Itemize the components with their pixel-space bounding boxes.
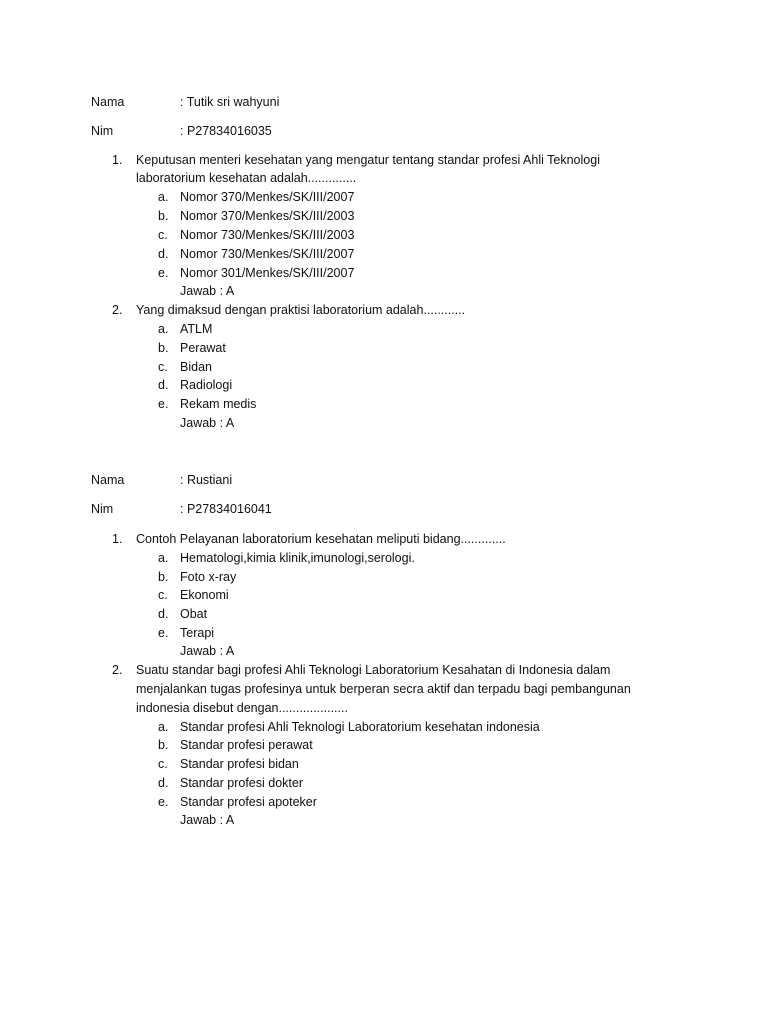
option-letter: d. [158, 378, 169, 392]
question-number: 1. [112, 532, 123, 546]
question-number: 2. [112, 663, 123, 677]
option-letter: c. [158, 360, 168, 374]
option-text: Nomor 730/Menkes/SK/III/2003 [180, 228, 355, 242]
name-value: : Tutik sri wahyuni [180, 95, 280, 109]
option-text: Standar profesi bidan [180, 757, 299, 771]
answer-text: Jawab : A [180, 284, 235, 298]
question-text: Contoh Pelayanan laboratorium kesehatan meliputi bidang............. [136, 532, 506, 546]
option-text: Bidan [180, 360, 212, 374]
option-letter: e. [158, 397, 169, 411]
option-text: Ekonomi [180, 588, 229, 602]
option-letter: b. [158, 341, 169, 355]
option-letter: a. [158, 190, 169, 204]
option-letter: d. [158, 776, 169, 790]
option-text: Standar profesi apoteker [180, 795, 317, 809]
option-text: Obat [180, 607, 208, 621]
question-text: menjalankan tugas profesinya untuk berperan secra aktif dan terpadu bagi pembangunan [136, 682, 631, 696]
option-letter: a. [158, 551, 169, 565]
option-letter: b. [158, 570, 169, 584]
answer-text: Jawab : A [180, 813, 235, 827]
nim-value: : P27834016035 [180, 124, 272, 138]
option-letter: b. [158, 209, 169, 223]
nim-label: Nim [91, 124, 114, 138]
option-text: Nomor 370/Menkes/SK/III/2007 [180, 190, 355, 204]
question-text: Keputusan menteri kesehatan yang mengatur tentang standar profesi Ahli Teknologi [136, 153, 600, 167]
name-value: : Rustiani [180, 473, 233, 487]
option-text: Nomor 370/Menkes/SK/III/2003 [180, 209, 355, 223]
option-letter: a. [158, 322, 169, 336]
option-letter: a. [158, 720, 169, 734]
option-text: Standar profesi dokter [180, 776, 303, 790]
option-letter: e. [158, 266, 169, 280]
option-letter: d. [158, 247, 169, 261]
answer-text: Jawab : A [180, 416, 235, 430]
option-letter: d. [158, 607, 169, 621]
option-letter: e. [158, 626, 169, 640]
option-text: Perawat [180, 341, 226, 355]
question-text: indonesia disebut dengan.................... [136, 701, 348, 715]
option-text: Rekam medis [180, 397, 257, 411]
option-text: Radiologi [180, 378, 233, 392]
question-number: 2. [112, 303, 123, 317]
option-letter: c. [158, 588, 168, 602]
option-text: Nomor 730/Menkes/SK/III/2007 [180, 247, 355, 261]
option-letter: c. [158, 228, 168, 242]
option-text: ATLM [180, 322, 213, 336]
option-text: Standar profesi Ahli Teknologi Laboratorium kesehatan indonesia [180, 720, 540, 734]
answer-text: Jawab : A [180, 644, 235, 658]
question-text: Yang dimaksud dengan praktisi laboratorium adalah............ [136, 303, 466, 317]
option-text: Hematologi,kimia klinik,imunologi,serologi. [180, 551, 415, 565]
question-number: 1. [112, 153, 123, 167]
option-letter: b. [158, 738, 169, 752]
option-text: Terapi [180, 626, 215, 640]
option-letter: c. [158, 757, 168, 771]
question-text: laboratorium kesehatan adalah.............. [136, 171, 357, 185]
option-letter: e. [158, 795, 169, 809]
name-label: Nama [91, 95, 125, 109]
option-text: Nomor 301/Menkes/SK/III/2007 [180, 266, 355, 280]
question-text: Suatu standar bagi profesi Ahli Teknologi Laboratorium Kesahatan di Indonesia dalam [136, 663, 611, 677]
nim-value: : P27834016041 [180, 502, 272, 516]
option-text: Standar profesi perawat [180, 738, 313, 752]
nim-label: Nim [91, 502, 114, 516]
option-text: Foto x-ray [180, 570, 237, 584]
name-label: Nama [91, 473, 125, 487]
